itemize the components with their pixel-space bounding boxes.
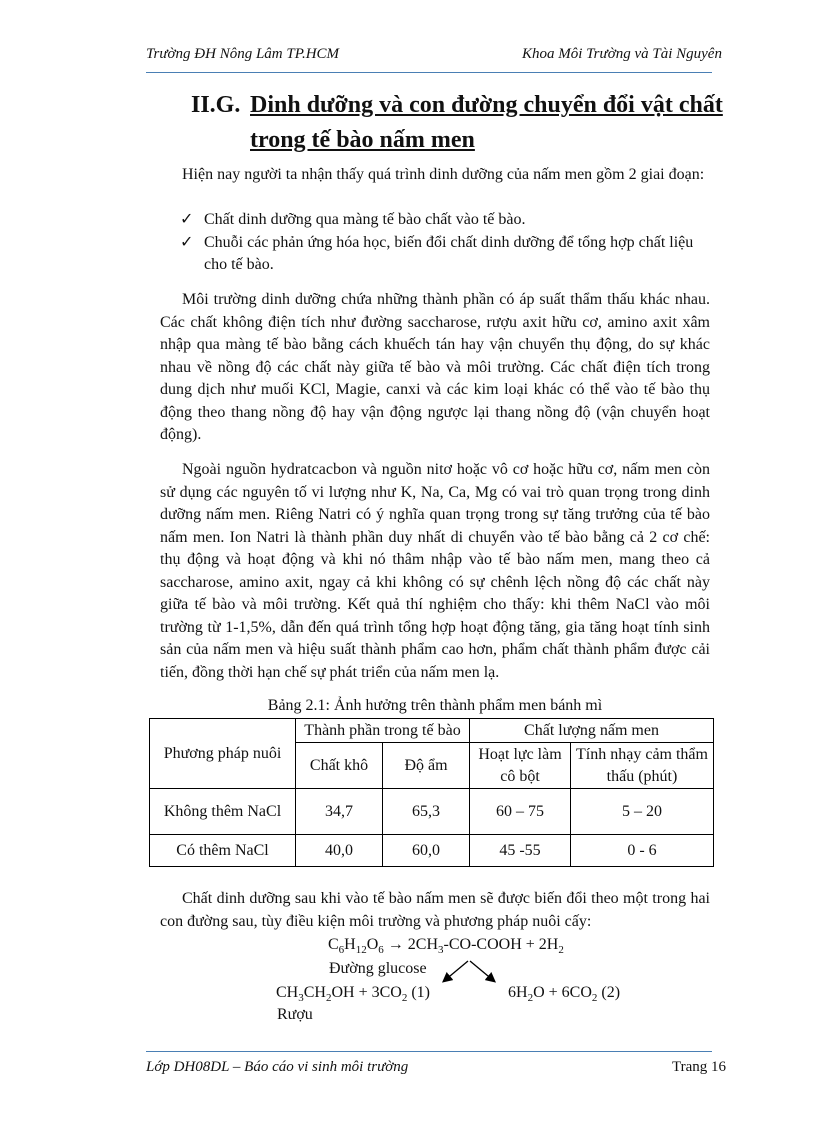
- branch-arrows-icon: [438, 957, 500, 989]
- table-header-dry: Chất khô: [296, 743, 383, 789]
- page-number: Trang 16: [672, 1059, 727, 1075]
- footer-class: Lớp DH08DL – Báo cáo vi sinh môi trường: [146, 1059, 409, 1075]
- list-item-text: Chất dinh dưỡng qua màng tế bào chất vào tế bào.: [204, 211, 526, 228]
- data-table: [149, 718, 714, 867]
- table-cell: 34,7: [296, 789, 383, 835]
- list-item: [180, 232, 710, 277]
- table-header-group-quality: Chất lượng nấm men: [470, 719, 714, 743]
- table-cell: 40,0: [296, 835, 383, 867]
- footer-rule: [146, 1051, 712, 1052]
- equation-tag: (2): [601, 984, 621, 1001]
- alcohol-label: Rượu: [277, 1006, 313, 1023]
- table-row: [150, 789, 714, 835]
- paragraph-micronutrients: Ngoài nguồn hydratcacbon và nguồn nitơ hoặc vô cơ hoặc hữu cơ, nấm men còn sử dụng các nguyên tố vi lượng như K, Na, Ca, Mg có vai trò quan trọng trong dinh dưỡng nấm men. Riêng Natri có ý nghĩa quan trọng trong sự tăng trưởng của tế bào nấm men. Ion Natri là thành phần duy nhất di chuyển vào tế bào bằng cả 2 cơ chế: thụ động và hoạt động và khi nó thâm nhập vào tế bào nấm men, mang theo cả saccharose, amino axit, ngay cả khi không có sự chênh lệch nồng độ các chất này giữa tế bào và môi trường. Kết quả thí nghiệm cho thấy: khi thêm NaCl vào môi trường từ 1-1,5%, dẫn đến quá trình tổng hợp hoạt động tăng, gia tăng hoạt tính sinh sản của nấm men và hiệu suất thành phẩm cao hơn, phẩm chất thành phẩm được cải tiến, đồng thời hạn chế sự phát triển của nấm men lạ.: [160, 461, 710, 681]
- list-item-text: Chuỗi các phản ứng hóa học, biến đổi chất dinh dưỡng để tổng hợp chất liệu cho tế bào.: [204, 233, 694, 273]
- table-header-group-cell: Thành phần trong tế bào: [296, 719, 470, 743]
- table-cell: 65,3: [383, 789, 470, 835]
- table-cell: Không thêm NaCl: [150, 789, 296, 835]
- table-cell: 60 – 75: [470, 789, 571, 835]
- table-cell: 0 - 6: [571, 835, 714, 867]
- table-cell: 45 -55: [470, 835, 571, 867]
- header-faculty: Khoa Môi Trường và Tài Nguyên: [522, 46, 722, 62]
- equation-tag: (1): [411, 984, 430, 1001]
- intro-paragraph: Hiện nay người ta nhận thấy quá trình dinh dưỡng của nấm men gồm 2 giai đoạn:: [182, 166, 705, 183]
- table-row: [150, 835, 714, 867]
- glucose-equation: $C_6H_{12}O_6$ → $2CH_3-CO$-COOH + $2H_2$: [328, 936, 564, 957]
- section-number: II.G.: [191, 92, 241, 118]
- paragraph-pathways: Chất dinh dưỡng sau khi vào tế bào nấm men sẽ được biến đổi theo một trong hai con đường sau, tùy điều kiện môi trường và phương pháp nuôi cấy:: [160, 890, 710, 930]
- table-header-activity: Hoạt lực làm cô bột: [470, 743, 571, 789]
- header-school: Trường ĐH Nông Lâm TP.HCM: [146, 46, 340, 62]
- list-item: [180, 209, 710, 232]
- table-caption: Bảng 2.1: Ảnh hưởng trên thành phẩm men bánh mì: [267, 697, 603, 714]
- table-header-method: Phương pháp nuôi: [150, 719, 296, 789]
- table-cell: 60,0: [383, 835, 470, 867]
- table-header-osmotic: Tính nhạy cảm thẩm thấu (phút): [571, 743, 714, 789]
- section-title-line2: trong tế bào nấm men: [250, 127, 475, 153]
- fermentation-equation: $CH_3CH_2OH + 3CO_2$ (1): [276, 984, 430, 1005]
- glucose-label: Đường glucose: [329, 960, 427, 977]
- paragraph-osmotic: Môi trường dinh dưỡng chứa những thành phần có áp suất thẩm thấu khác nhau. Các chất không điện tích như đường saccharose, rượu axit hữu cơ, amino axit xâm nhập qua màng tế bào bằng cách khuếch tán hay vận chuyển thụ động, do sự khác nhau về nồng độ các chất này giữa tế bào và môi trường. Các chất điện tích trong dung dịch như muối KCl, Magie, canxi và các kim loại khác có thể vào tế bào thụ động theo thang nồng độ hay vận động ngược lại thang nồng độ (vận chuyển hoạt động).: [160, 291, 710, 443]
- section-title-line1: Dinh dưỡng và con đường chuyển đổi vật chất: [250, 92, 723, 118]
- table-header-moisture: Độ ẩm: [383, 743, 470, 789]
- stage-list: [180, 209, 710, 277]
- table-cell: Có thêm NaCl: [150, 835, 296, 867]
- header-rule: [146, 72, 712, 73]
- respiration-equation: $6H_2O + 6CO_2$ (2): [508, 984, 621, 1005]
- table-cell: 5 – 20: [571, 789, 714, 835]
- checkmark-icon: ✓: [180, 233, 194, 251]
- checkmark-icon: ✓: [180, 211, 194, 228]
